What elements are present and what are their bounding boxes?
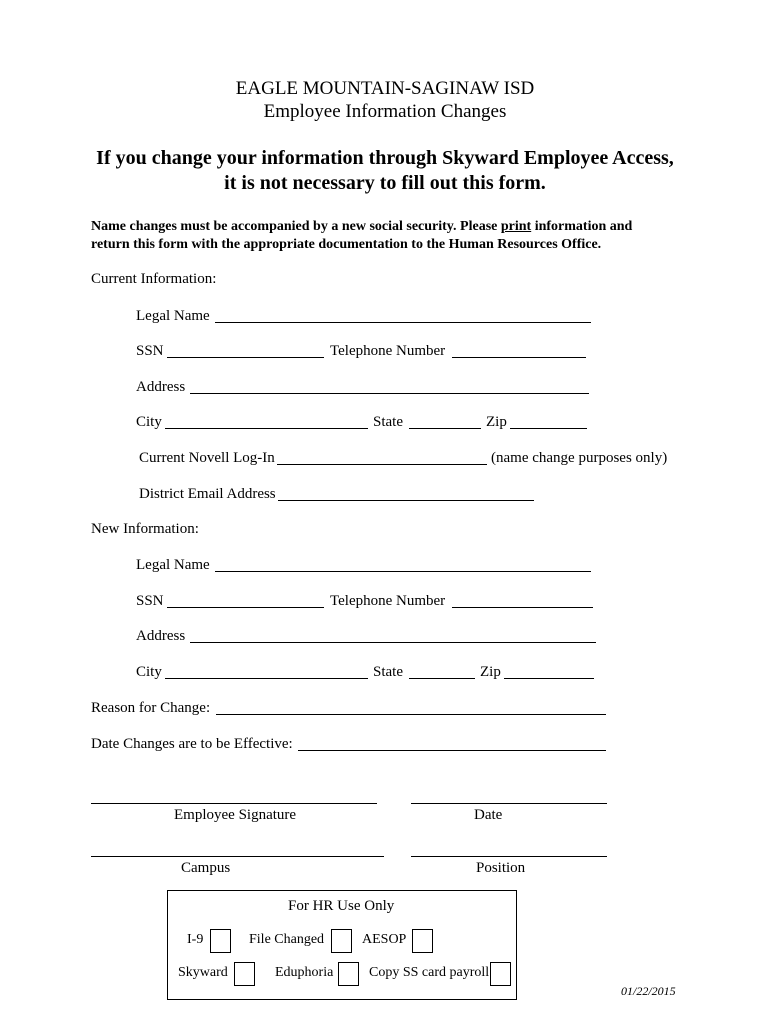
new-legal-name-field[interactable]	[215, 571, 591, 572]
new-zip-field[interactable]	[504, 678, 594, 679]
current-telephone-label: Telephone Number	[330, 343, 446, 359]
current-city-field[interactable]	[165, 428, 368, 429]
hr-use-title: For HR Use Only	[288, 898, 395, 914]
form-title: Employee Information Changes	[263, 101, 507, 122]
district-name: EAGLE MOUNTAIN-SAGINAW ISD	[235, 78, 535, 99]
current-telephone-field[interactable]	[452, 357, 586, 358]
eduphoria-checkbox[interactable]	[338, 962, 359, 986]
current-legal-name-field[interactable]	[215, 322, 591, 323]
current-novell-field[interactable]	[277, 464, 487, 465]
new-ssn-label: SSN	[136, 593, 164, 609]
reason-field[interactable]	[216, 714, 606, 715]
aesop-checkbox[interactable]	[412, 929, 433, 953]
file-changed-label: File Changed	[249, 932, 325, 947]
new-city-label: City	[136, 664, 162, 680]
signature-date-line[interactable]	[411, 803, 607, 804]
i9-label: I-9	[187, 932, 204, 947]
instructions-text-b: information and	[531, 219, 633, 234]
current-ssn-label: SSN	[136, 343, 164, 359]
new-telephone-field[interactable]	[452, 607, 593, 608]
current-state-field[interactable]	[409, 428, 481, 429]
current-address-field[interactable]	[190, 393, 589, 394]
eduphoria-label: Eduphoria	[275, 965, 334, 980]
i9-checkbox[interactable]	[210, 929, 231, 953]
instructions-print-emphasis: print	[500, 219, 532, 234]
new-city-field[interactable]	[165, 678, 368, 679]
instructions-line-2: return this form with the appropriate documentation to the Human Resources Office.	[91, 237, 602, 252]
effective-date-label: Date Changes are to be Effective:	[91, 736, 293, 752]
new-telephone-label: Telephone Number	[330, 593, 446, 609]
current-state-label: State	[373, 414, 403, 430]
current-info-heading: Current Information:	[91, 271, 217, 287]
notice-line-2: it is not necessary to fill out this form.	[224, 172, 546, 194]
current-zip-label: Zip	[486, 414, 507, 430]
current-ssn-field[interactable]	[167, 357, 324, 358]
copy-ss-card-checkbox[interactable]	[490, 962, 511, 986]
aesop-label: AESOP	[362, 932, 407, 947]
current-city-label: City	[136, 414, 162, 430]
file-changed-checkbox[interactable]	[331, 929, 352, 953]
employee-signature-label: Employee Signature	[174, 807, 297, 823]
new-info-heading: New Information:	[91, 521, 199, 537]
current-address-label: Address	[136, 379, 186, 395]
revision-date: 01/22/2015	[621, 984, 676, 998]
employee-signature-line[interactable]	[91, 803, 377, 804]
new-zip-label: Zip	[480, 664, 501, 680]
reason-label: Reason for Change:	[91, 700, 211, 716]
instructions-text-a: Name changes must be accompanied by a new social security. Please	[91, 219, 501, 234]
new-ssn-field[interactable]	[167, 607, 324, 608]
copy-ss-card-label: Copy SS card payroll	[369, 965, 490, 980]
new-address-field[interactable]	[190, 642, 596, 643]
current-email-label: District Email Address	[139, 486, 276, 502]
instructions-line-1	[91, 219, 632, 235]
current-email-field[interactable]	[278, 500, 534, 501]
current-novell-label: Current Novell Log-In	[139, 450, 275, 466]
new-state-label: State	[373, 664, 403, 680]
current-legal-name-label: Legal Name	[136, 308, 210, 324]
notice-line-1: If you change your information through Skyward Employee Access,	[96, 147, 674, 169]
new-state-field[interactable]	[409, 678, 475, 679]
skyward-checkbox[interactable]	[234, 962, 255, 986]
new-legal-name-label: Legal Name	[136, 557, 210, 573]
position-line[interactable]	[411, 856, 607, 857]
campus-line[interactable]	[91, 856, 384, 857]
effective-date-field[interactable]	[298, 750, 606, 751]
campus-label: Campus	[181, 860, 231, 876]
current-novell-note: (name change purposes only)	[491, 450, 668, 466]
current-zip-field[interactable]	[510, 428, 587, 429]
new-address-label: Address	[136, 628, 186, 644]
position-label: Position	[476, 860, 526, 876]
signature-date-label: Date	[474, 807, 503, 823]
skyward-label: Skyward	[178, 965, 228, 980]
